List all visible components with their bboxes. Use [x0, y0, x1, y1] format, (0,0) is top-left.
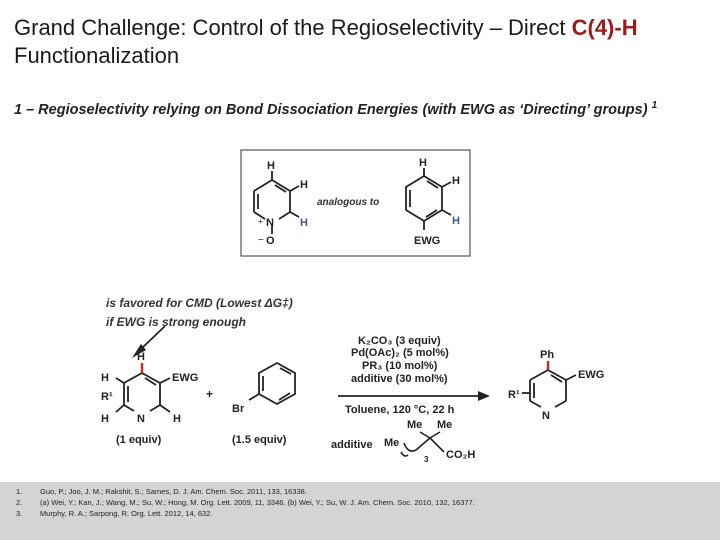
condition-catalyst: Pd(OAc)₂ (5 mol%)	[351, 347, 449, 359]
sm-r1: R¹	[101, 391, 113, 403]
condition-ligand: PR₃ (10 mol%)	[362, 360, 438, 372]
prod-ph: Ph	[540, 349, 555, 361]
prod-ewg: EWG	[578, 369, 605, 381]
analogous-label: analogous to	[317, 197, 380, 208]
reference-item	[16, 509, 212, 518]
bromobenzene-ring	[249, 363, 295, 404]
additive-me-top-left: Me	[407, 419, 423, 431]
additive-bonds	[401, 432, 444, 456]
starting-pyridine-ring	[116, 373, 170, 412]
cmd-note-line1: is favored for CMD (Lowest ΔG‡)	[106, 296, 293, 310]
product-pyridine-ring	[522, 370, 576, 407]
title-highlight: C(4)-H	[571, 15, 638, 40]
sm-h-top: H	[137, 351, 145, 363]
sm-h-bottom-right: H	[173, 413, 181, 425]
reference-item	[16, 487, 307, 496]
additive-me-top-right: Me	[437, 419, 453, 431]
sm-n: N	[137, 413, 145, 425]
bromo-label: Br	[232, 403, 245, 415]
condition-base: K₂CO₃ (3 equiv)	[358, 335, 441, 347]
h-top-left: H	[267, 160, 275, 172]
prod-n: N	[542, 410, 550, 422]
reference-text: (a) Wei, Y.; Kan, J.; Wang, M.; Su, W.; Hong, M. Org. Lett. 2009, 11, 3346. (b) Wei, Y.; Su, W. J. Am. Chem. Soc. 2010, 132, 16377.	[40, 498, 475, 507]
br-equiv: (1.5 equiv)	[232, 434, 287, 446]
ewg-top: EWG	[414, 235, 441, 247]
references-footer	[0, 482, 720, 540]
subtitle-text: 1 – Regioselectivity relying on Bond Dissociation Energies (with EWG as ‘Directing’ groups)	[14, 101, 648, 118]
reference-text: Murphy, R. A.; Sarpong, R. Org. Lett. 2012, 14, 632.	[40, 509, 213, 518]
title-line2: Functionalization	[14, 43, 180, 68]
h-right-bottom-right: H	[452, 215, 460, 227]
o-atom: O	[266, 235, 275, 247]
additive-label: additive	[331, 439, 373, 451]
additive-me-left: Me	[384, 437, 400, 449]
sm-equiv: (1 equiv)	[116, 434, 162, 446]
reference-item	[16, 498, 475, 507]
h-top-right: H	[419, 157, 427, 169]
h-right-top-left: H	[300, 179, 308, 191]
condition-additive: additive (30 mol%)	[351, 373, 448, 385]
reference-number: 2.	[16, 498, 23, 507]
h-right-bottom-left: H	[300, 217, 308, 229]
subtitle-ref: 1	[651, 100, 658, 111]
cmd-note-line2: if EWG is strong enough	[106, 315, 246, 329]
plus-sign: +	[206, 387, 214, 401]
title-prefix: Grand Challenge: Control of the Regioselectivity – Direct	[14, 15, 572, 40]
reference-number: 1.	[16, 487, 23, 496]
h-right-top-right: H	[452, 175, 460, 187]
n-atom: N	[266, 217, 274, 229]
n-plus-charge: +	[258, 217, 263, 226]
reference-text: Guo, P.; Joo, J. M.; Rakshit, S.; Sames, D. J. Am. Chem. Soc. 2011, 133, 16338.	[40, 487, 307, 496]
sm-ewg: EWG	[172, 372, 199, 384]
additive-co2h: CO₂H	[446, 449, 476, 461]
prod-r1: R¹	[508, 389, 520, 401]
additive-subscript: 3	[424, 455, 429, 464]
o-minus-charge: −	[258, 235, 264, 246]
reaction-arrow	[338, 391, 490, 401]
sm-h-left: H	[101, 372, 109, 384]
reference-number: 3.	[16, 509, 23, 518]
sm-h-bottom-left: H	[101, 413, 109, 425]
condition-solvent: Toluene, 120 °C, 22 h	[345, 404, 455, 416]
